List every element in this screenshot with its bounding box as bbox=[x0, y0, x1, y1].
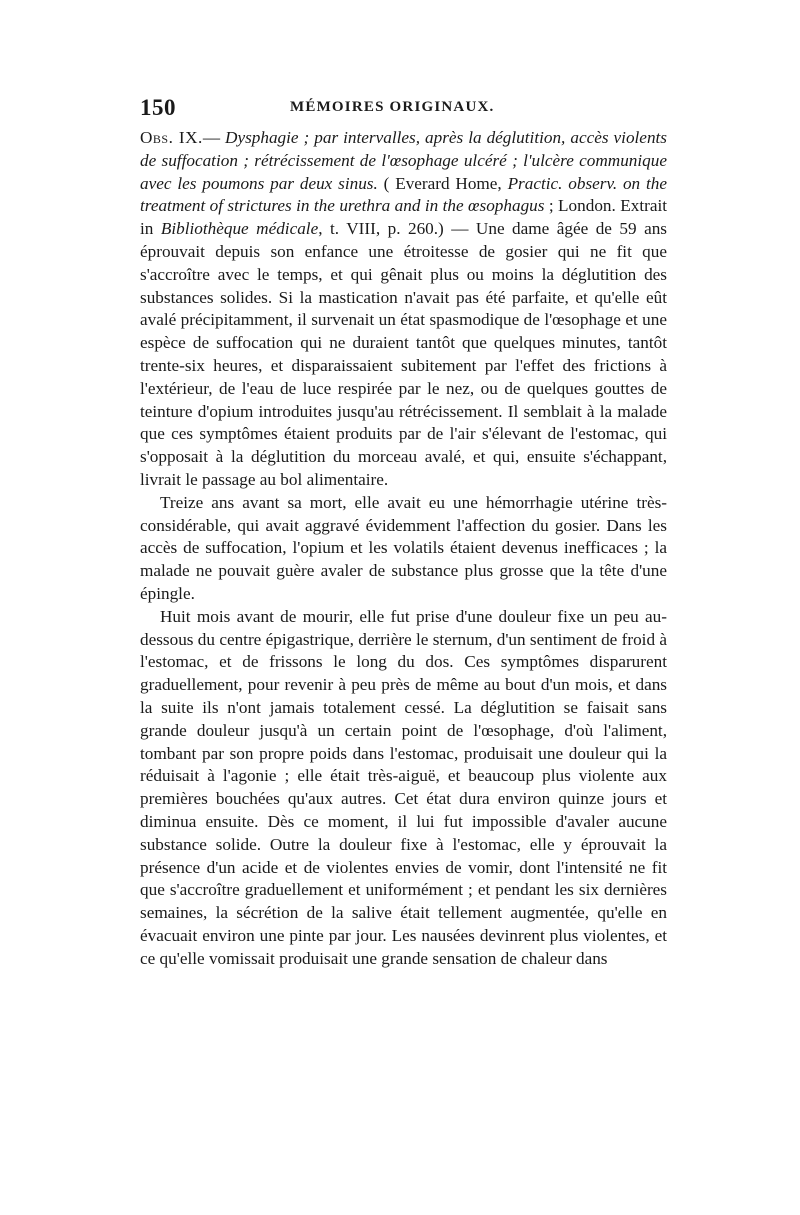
source-work-title: Practic. observ. on the treatment of strictures in the urethra and in the œsophagus bbox=[140, 173, 667, 216]
paragraph-huit-mois: Huit mois avant de mourir, elle fut prise d'une douleur fixe un peu au-dessous du centre épigastrique, derrière le sternum, d'un sentiment de froid à l'estomac, et de frissons le long du dos. Ces symptômes disparurent graduellement, pour revenir à peu près de même au bout d'un mois, et dans la suite ils n'ont jamais totalement cessé. La déglutition se faisait sans grande douleur jusqu'à un certain point de l'œsophage, d'où l'aliment, tombant par son propre poids dans l'estomac, produisait une douleur qui la réduisait à l'agonie ; elle était très-aiguë, et beaucoup plus violente aux premières bouchées qu'aux autres. Cet état dura environ quinze jours et diminua ensuite. Dès ce moment, il lui fut impossible d'avaler aucune substance solide. Outre la douleur fixe à l'estomac, elle y éprouvait la présence d'un acide et de violentes envies de vomir, dont l'intensité ne fit que s'accroître graduellement et uniformément ; et pendant les six dernières semaines, la sécrétion de la salive était tellement augmentée, qu'elle en évacuait environ une pinte par jour. Les nausées devinrent plus violentes, et ce qu'elle vomissait produisait une grande sensation de chaleur dans bbox=[140, 606, 667, 968]
body-text bbox=[140, 127, 667, 970]
source-open: ( Everard Home, bbox=[377, 173, 508, 193]
observation-dash: — bbox=[202, 128, 226, 147]
observation-paragraph bbox=[140, 127, 667, 492]
observation-intro-text: — Une dame âgée de 59 ans éprouvait depuis son enfance une étroitesse de gosier qui ne fit que s'accroître avec le temps, et qui gênait plus ou moins la déglutition des substances solides. Si la mastication n'avait pas été parfaite, et qu'elle eût avalé précipitamment, il survenait un état spasmodique de l'œsophage et une espèce de suffocation qui ne duraient tantôt que quelques minutes, tantôt trente-six heures, et disparaissaient subitement par l'effet des frictions à l'extérieur, de l'eau de luce respirée par le nez, ou de quelques gouttes de teinture d'opium introduites jusqu'au rétrécissement. Il semblait à la malade que ces symptômes étaient produits par de l'air s'élevant de l'estomac, qui s'opposait à la déglutition du morceau avalé, et qui, ensuite s'échappant, livrait le passage au bol alimentaire. bbox=[140, 219, 667, 489]
running-head bbox=[140, 95, 665, 125]
running-title: MÉMOIRES ORIGINAUX. bbox=[290, 99, 495, 115]
observation-label: Obs. IX. bbox=[140, 128, 203, 147]
paragraph-treize: Treize ans avant sa mort, elle avait eu une hémorrhagie utérine très-considérable, qui avait aggravé évidemment l'affection du gosier. Dans les accès de suffocation, l'opium et les volatils étaient devenus inefficaces ; la malade ne pouvait guère avaler de substance plus grosse que la tête d'une épingle. bbox=[140, 492, 667, 603]
page-number: 150 bbox=[140, 95, 176, 120]
source-journal: Bibliothèque médicale bbox=[160, 219, 319, 239]
observation-title: Dysphagie ; par intervalles, après la déglutition, accès violents de suffocation ; rétrécissement de l'œsophage ulcéré ; l'ulcère communique avec les poumons par deux sinus. bbox=[140, 128, 667, 193]
source-close: , t. VIII, p. 260.) bbox=[318, 219, 444, 239]
source-mid: ; London. Extrait in bbox=[140, 196, 667, 239]
